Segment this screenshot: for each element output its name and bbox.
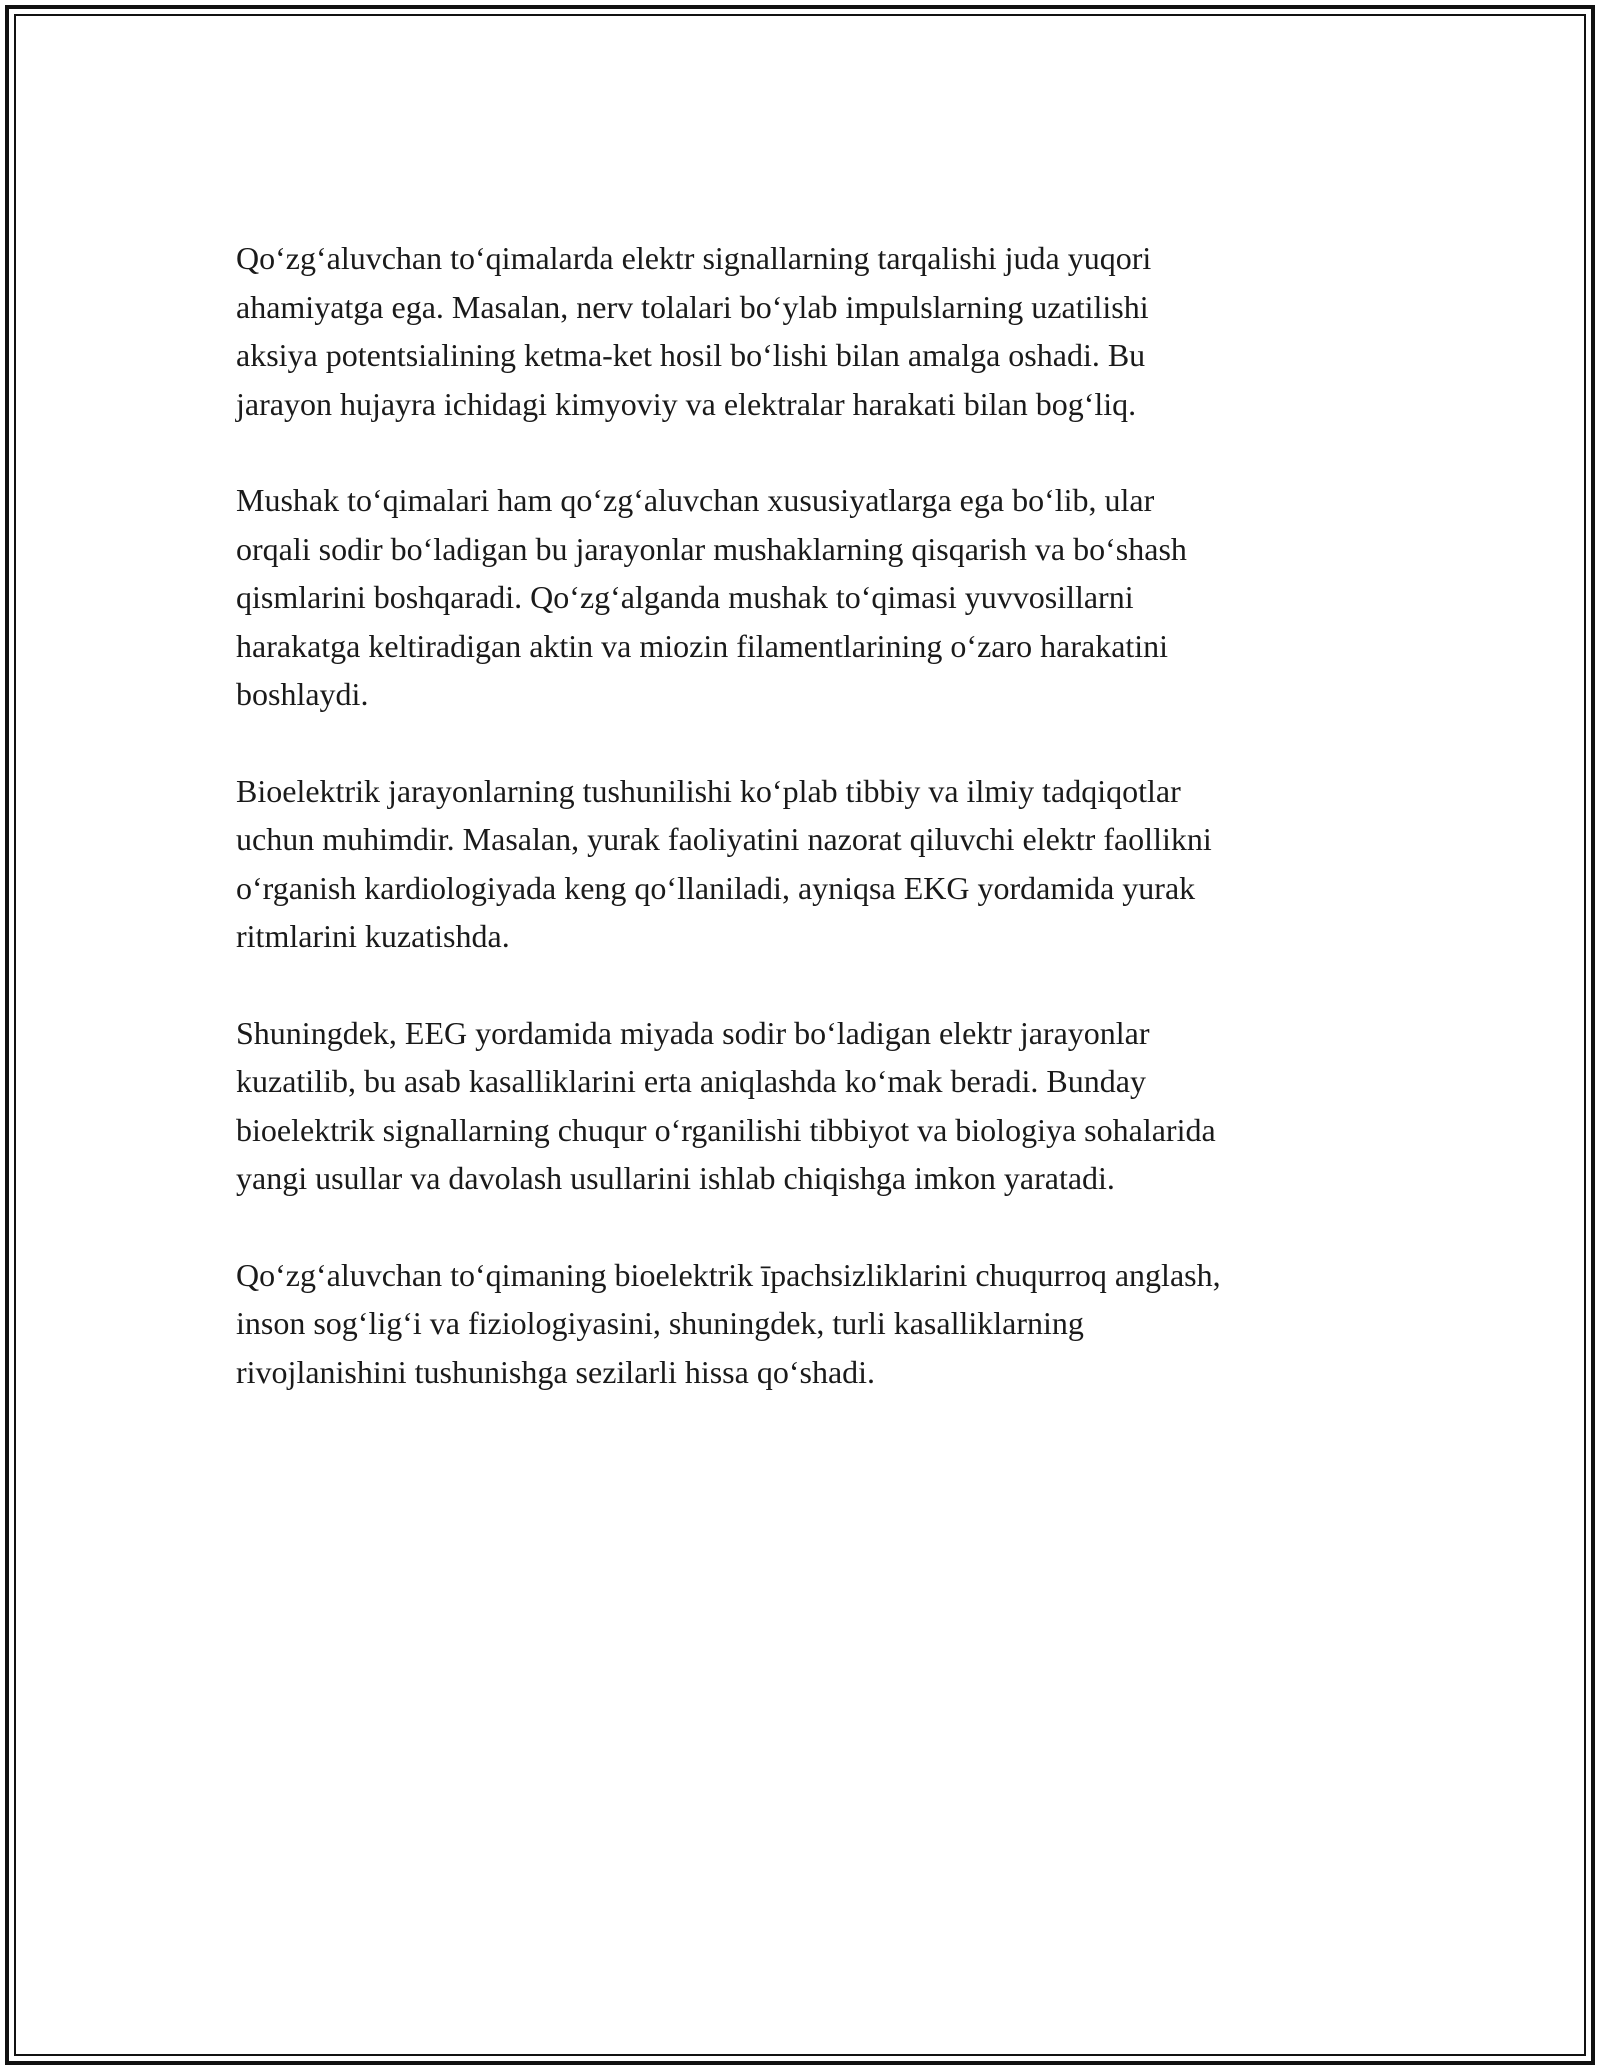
paragraph-4: Shuningdek, EEG yordamida miyada sodir bo‘ladigan elektr jarayonlar kuzatilib, bu asab kasalliklarini erta aniqlashda ko‘mak beradi. Bunday bioelektrik signallarning chuqur o‘rganilishi tibbiyot va biologiya sohalarida yangi usullar va davolash usullarini ishlab chiqishga imkon yaratadi. — [236, 1014, 1216, 1196]
paragraph-3: Bioelektrik jarayonlarning tushunilishi ko‘plab tibbiy va ilmiy tadqiqotlar uchun muhimdir. Masalan, yurak faoliyatini nazorat qiluvchi elektr faollikni o‘rganish kardiologiyada keng qo‘llaniladi, ayniqsa EKG yordamida yurak ritmlarini kuzatishda. — [236, 772, 1212, 954]
paragraph-5: Qo‘zg‘aluvchan to‘qimaning bioelektrik īpachsizliklarini chuqurroq anglash, inson sog‘lig‘i va fiziologiyasini, shuningdek, turli kasalliklarning rivojlanishini tushunishga sezilarli hissa qo‘shadi. — [236, 1256, 1221, 1390]
document-body — [236, 234, 1376, 1396]
paragraph-2: Mushak to‘qimalari ham qo‘zg‘aluvchan xususiyatlarga ega bo‘lib, ular orqali sodir bo‘ladigan bu jarayonlar mushaklarning qisqarish va bo‘shash qismlarini boshqaradi. Qo‘zg‘alganda mushak to‘qimasi yuvvosillarni harakatga keltiradigan aktin va miozin filamentlarining o‘zaro harakatini boshlaydi. — [236, 482, 1187, 712]
paragraph-1: Qo‘zg‘aluvchan to‘qimalarda elektr signallarning tarqalishi juda yuqori ahamiyatga ega. Masalan, nerv tolalari bo‘ylab impulslarning uzatilishi aksiya potentsialining ketma-ket hosil bo‘lishi bilan amalga oshadi. Bu jarayon hujayra ichidagi kimyoviy va elektralar harakati bilan bog‘liq. — [236, 240, 1152, 422]
